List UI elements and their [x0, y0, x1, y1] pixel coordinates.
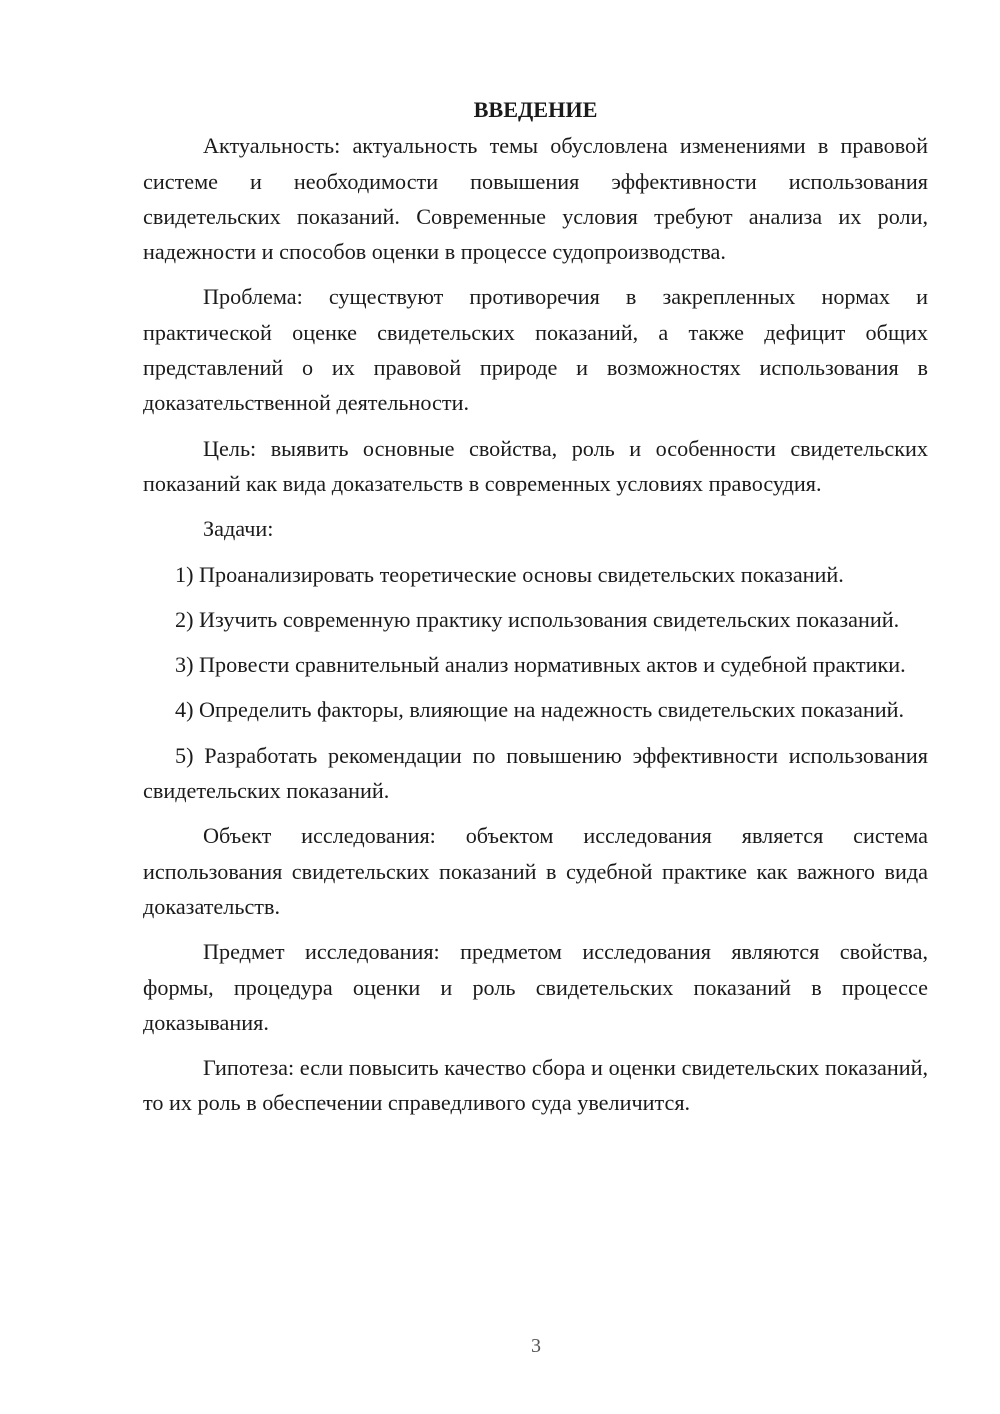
page-number: 3	[531, 1335, 541, 1357]
section-heading: ВВЕДЕНИЕ	[473, 97, 598, 122]
paragraph-goal: Цель: выявить основные свойства, роль и особенности свидетельских показаний как вида доказательств в современных условиях правосудия.	[143, 435, 928, 496]
page-content	[143, 92, 928, 1131]
task-item: 4) Определить факторы, влияющие на надежность свидетельских показаний.	[175, 697, 905, 723]
task-item: 2) Изучить современную практику использования свидетельских показаний.	[175, 606, 900, 632]
paragraph-object: Объект исследования: объектом исследования является система использования свидетельских показаний в судебной практике как важного вида доказательств.	[143, 823, 928, 919]
paragraph-relevance: Актуальность: актуальность темы обусловлена изменениями в правовой системе и необходимости повышения эффективности использования свидетельских показаний. Современные условия требуют анализа их роли, надежности и способов оценки в процессе судопроизводства.	[143, 133, 928, 265]
tasks-label: Задачи:	[203, 516, 274, 542]
paragraph-subject: Предмет исследования: предметом исследования являются свойства, формы, процедура оценки и роль свидетельских показаний в процессе доказывания.	[143, 939, 928, 1035]
tasks-list	[143, 557, 928, 809]
task-item: 5) Разработать рекомендации по повышению эффективности использования свидетельских показаний.	[143, 742, 928, 804]
task-item: 1) Проанализировать теоретические основы свидетельских показаний.	[175, 561, 844, 587]
paragraph-hypothesis: Гипотеза: если повысить качество сбора и оценки свидетельских показаний, то их роль в обеспечении справедливого суда увеличится.	[143, 1055, 928, 1116]
task-item: 3) Провести сравнительный анализ нормативных актов и судебной практики.	[175, 652, 906, 678]
paragraph-problem: Проблема: существуют противоречия в закрепленных нормах и практической оценке свидетельских показаний, а также дефицит общих представлений о их правовой природе и возможностях использования в доказательственной деятельности.	[143, 284, 928, 416]
